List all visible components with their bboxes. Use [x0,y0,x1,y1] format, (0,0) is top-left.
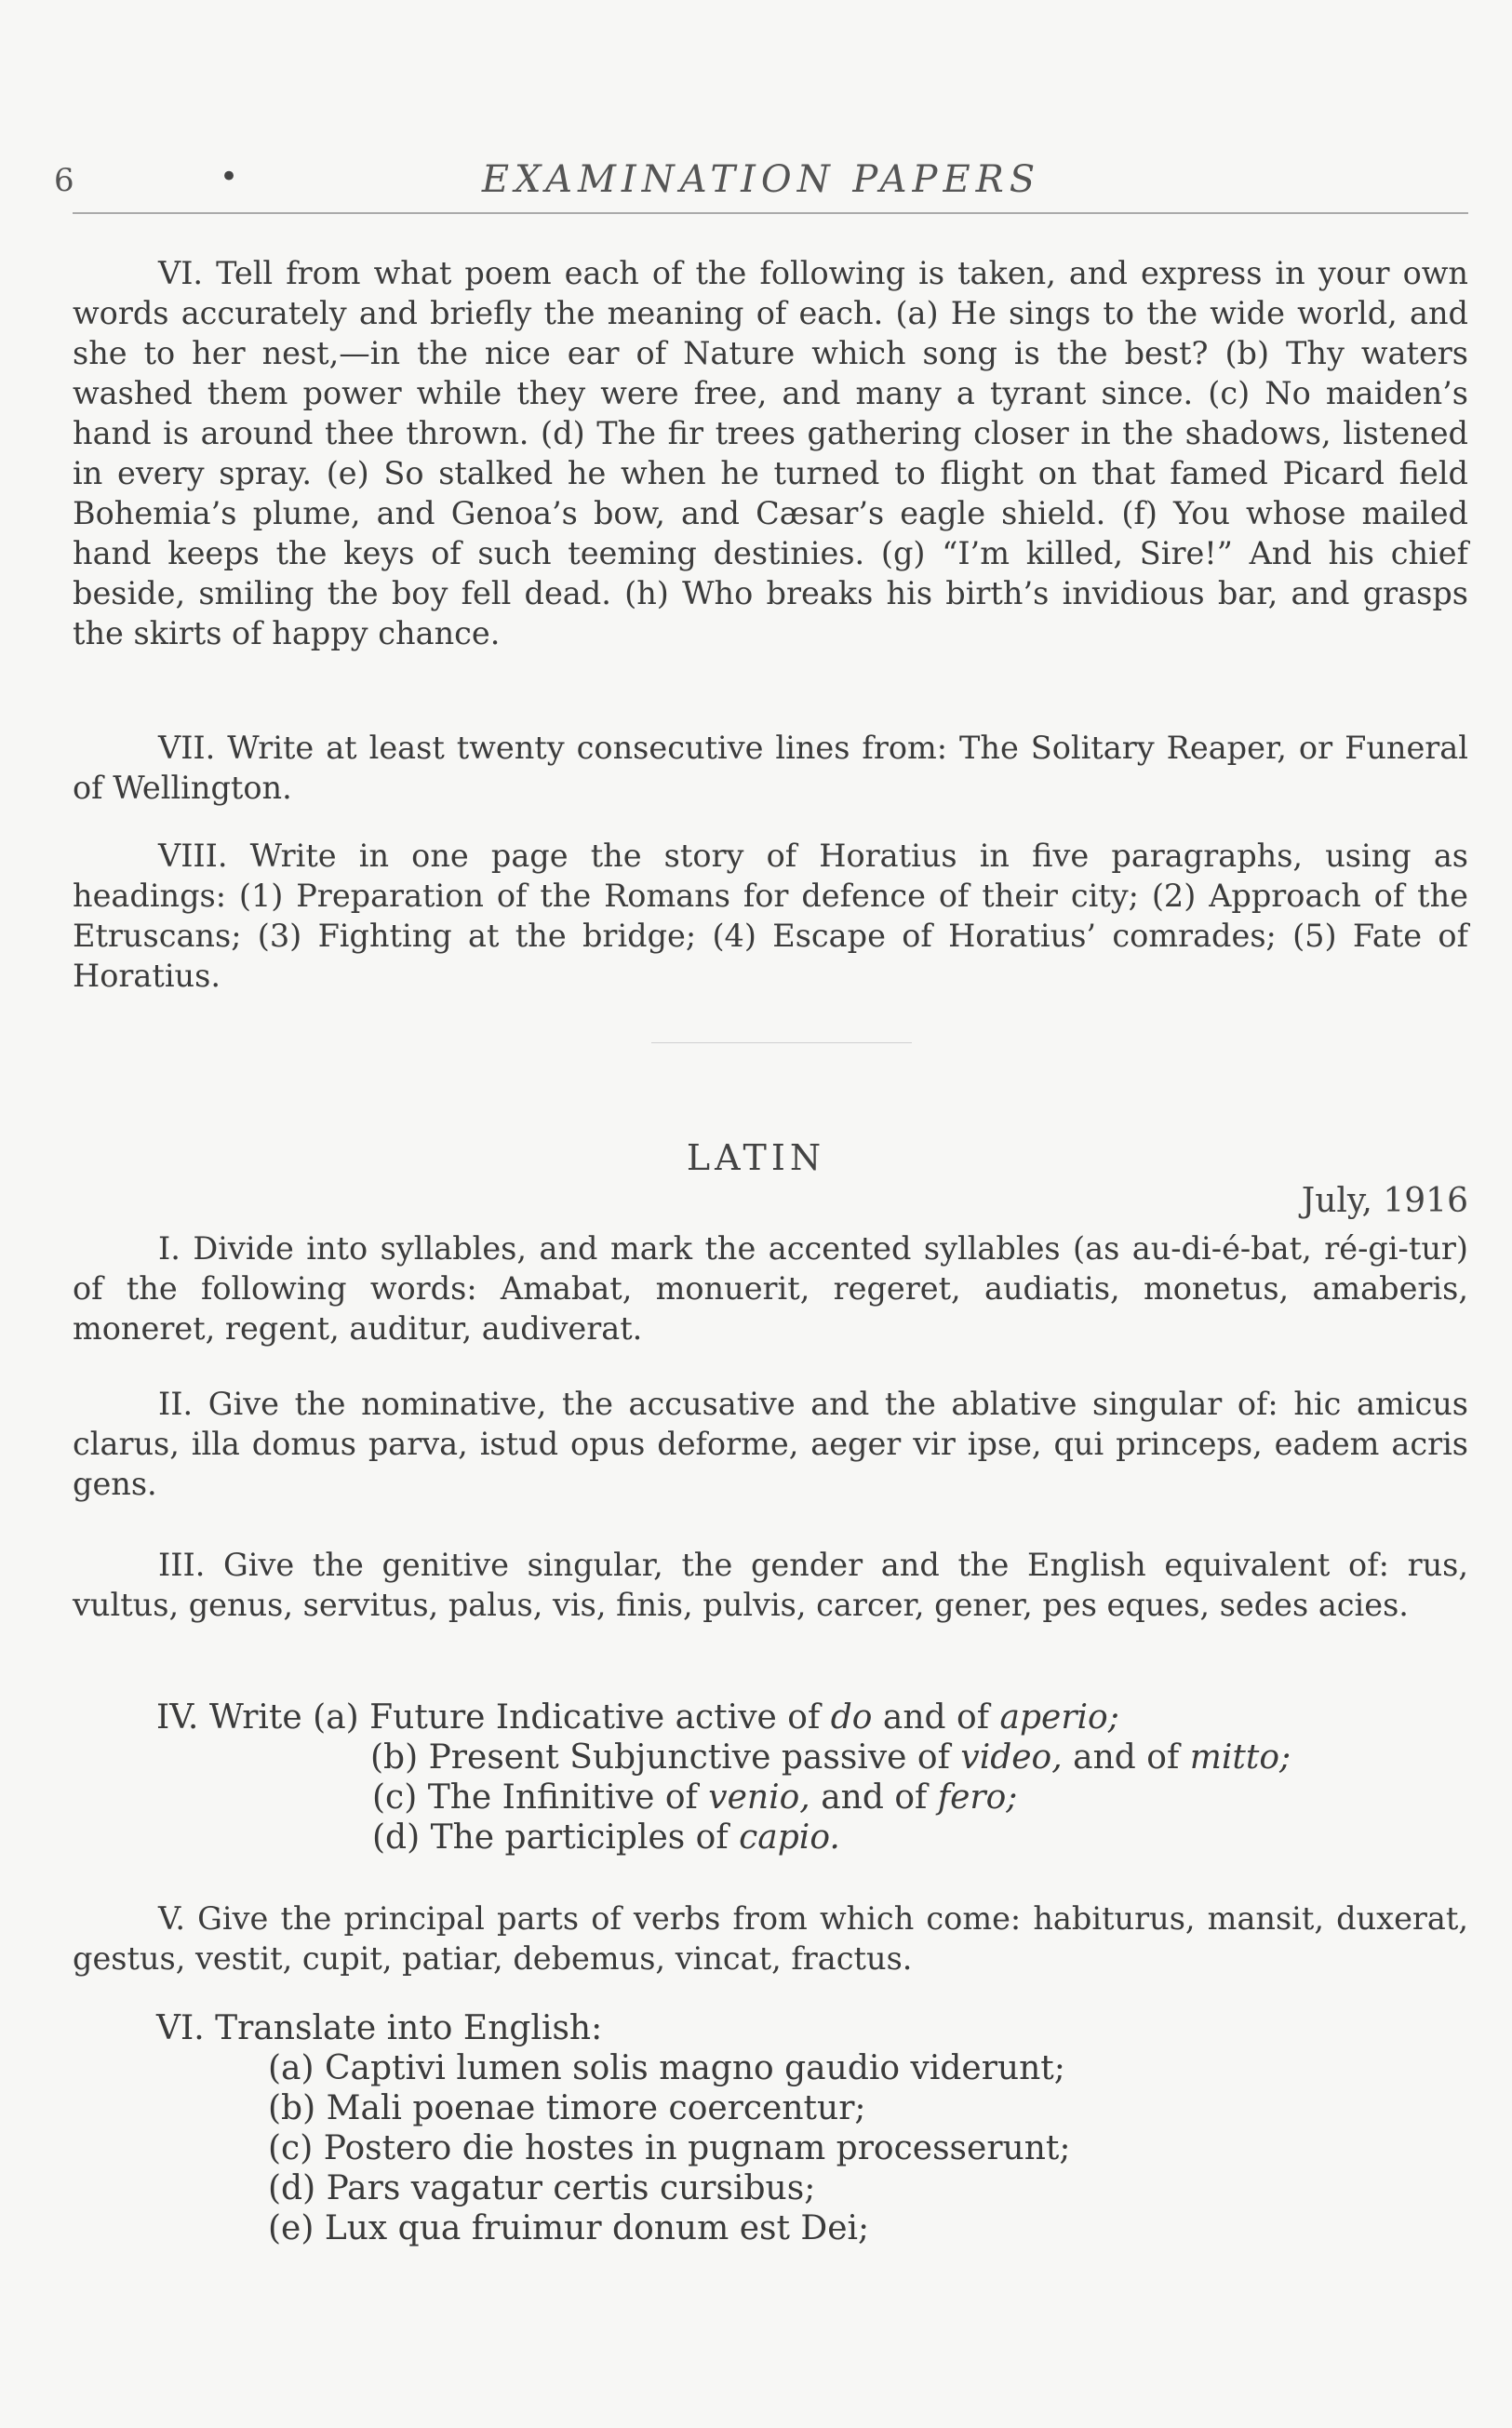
english-q7-text: VII. Write at least twenty consecutive lines from: The Solitary Reaper, or Funeral of Wellington. [73,730,1468,806]
latin-question-4 [156,1697,1291,1858]
latin-q4-row-a [156,1697,1291,1737]
latin-q4-b-label: (b) Present Subjunctive passive of [370,1738,950,1777]
page-header [54,154,1468,210]
header-bullet: • [220,158,239,195]
latin-q6-lead: VI. Translate into English: [156,2009,603,2047]
latin-q6-item-e: (e) Lux qua fruimur donum est Dei; [268,2209,870,2247]
latin-q4-b-word1: video, [960,1738,1063,1777]
latin-question-1 [73,1228,1468,1348]
page-number: 6 [54,162,74,199]
latin-q4-a-word2: aperio; [999,1698,1119,1737]
running-title: EXAMINATION PAPERS [481,158,1041,201]
latin-q4-c-word2: fero; [937,1778,1018,1817]
latin-q4-a-label: (a) Future Indicative active of [313,1698,821,1737]
latin-q4-a-word1: do [830,1698,873,1737]
latin-q4-row-c [156,1777,1291,1818]
latin-q4-c-mid: and of [821,1778,928,1817]
header-rule [73,212,1468,214]
english-q6-text: VI. Tell from what poem each of the following is taken, and express in your own words accurately and briefly the meaning of each. (a) He sings to the wide world, and she to her nest,—in the nice ear of Nature which song is the best? (b) Thy waters washed them power while they were free, and many a tyrant since. (c) No maiden’s hand is around thee thrown. (d) The fir trees gathering closer in the shadows, listened in every spray. (e) So stalked he when he turned to flight on that famed Picard field Bohemia’s plume, and Genoa’s bow, and Cæsar’s eagle shield. (f) You whose mailed hand keeps the keys of such teeming destinies. (g) “I’m killed, Sire!” And his chief beside, smiling the boy fell dead. (h) Who breaks his birth’s invidious bar, and grasps the skirts of happy chance. [73,255,1468,651]
english-q8-text: VIII. Write in one page the story of Horatius in five paragraphs, using as headings: (1) Preparation of the Romans for defence of their city; (2) Approach of the Etruscans; (3) Fighting at the bridge; (4) Escape of Horatius’ comrades; (5) Fate of Horatius. [73,838,1468,994]
latin-q4-d-label: (d) The participles of [372,1818,729,1857]
latin-q4-c-label: (c) The Infinitive of [372,1778,698,1817]
latin-question-6 [156,2008,1071,2248]
section-divider [651,1042,912,1043]
latin-q4-a-mid: and of [882,1698,990,1737]
latin-q4-b-word2: mitto; [1189,1738,1291,1777]
latin-question-2 [73,1384,1468,1504]
english-question-7 [73,728,1468,808]
latin-q6-item-b: (b) Mali poenae timore coercentur; [268,2089,866,2127]
latin-question-5 [73,1898,1468,1979]
latin-q6-item-c: (c) Postero die hostes in pugnam processerunt; [268,2129,1071,2167]
english-question-8 [73,836,1468,996]
latin-q4-lead: IV. Write [156,1698,302,1737]
latin-q1-text: I. Divide into syllables, and mark the accented syllables (as au-di-é-bat, ré-gi-tur) of the following words: Amabat, monuerit, regeret, audiatis, monetus, amaberis, moneret, regent, auditur, audiverat. [73,1230,1468,1347]
latin-q4-row-d [156,1818,1291,1858]
latin-q2-text: II. Give the nominative, the accusative and the ablative singular of: hic amicus clarus, illa domus parva, istud opus deforme, aeger vir ipse, qui princeps, eadem acris gens. [73,1386,1468,1502]
latin-q6-item-d: (d) Pars vagatur certis cursibus; [268,2169,816,2207]
latin-question-3 [73,1545,1468,1625]
latin-q3-text: III. Give the genitive singular, the gender and the English equivalent of: rus, vultus, genus, servitus, palus, vis, finis, pulvis, carcer, gener, pes eques, sedes acies. [73,1547,1468,1623]
latin-q5-text: V. Give the principal parts of verbs from which come: habiturus, mansit, duxerat, gestus, vestit, cupit, patiar, debemus, vincat, fractus. [73,1900,1468,1977]
latin-q4-d-word1: capio. [739,1818,840,1857]
latin-q6-item-a: (a) Captivi lumen solis magno gaudio viderunt; [268,2049,1065,2087]
exam-date: July, 1916 [1301,1182,1468,1220]
section-title-latin: LATIN [686,1137,826,1178]
latin-q4-c-word1: venio, [708,1778,810,1817]
english-question-6 [73,253,1468,653]
latin-q4-b-mid: and of [1073,1738,1180,1777]
latin-q4-row-b [156,1737,1291,1777]
